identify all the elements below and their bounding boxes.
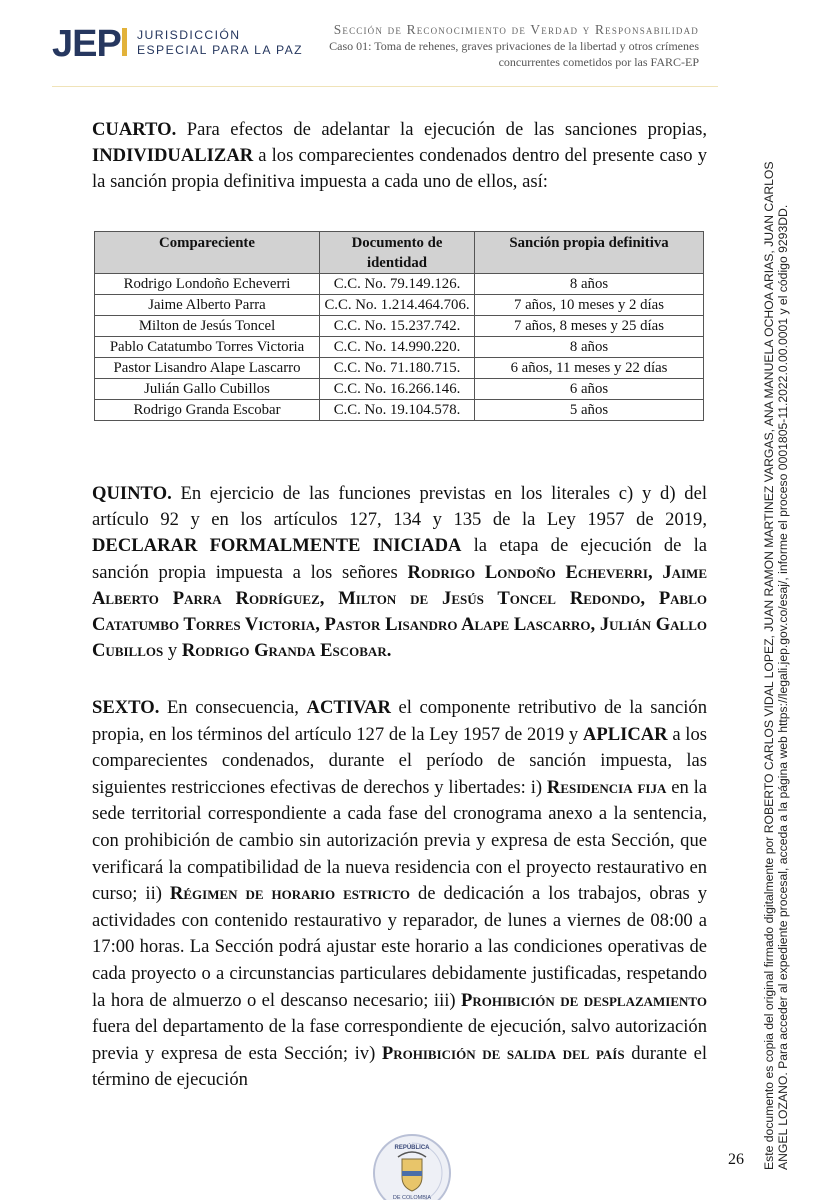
table-row: [95, 274, 704, 295]
quinto-label: QUINTO.: [92, 483, 172, 504]
cell-document: C.C. No. 16.266.146.: [320, 379, 475, 400]
restriction-horario: Régimen de horario estricto: [169, 883, 411, 905]
quinto-name-7: Rodrigo Granda Escobar: [181, 640, 387, 662]
cell-sanction: 7 años, 10 meses y 2 días: [475, 295, 704, 316]
jep-logo: [52, 22, 128, 62]
cell-name: Milton de Jesús Toncel: [95, 316, 320, 337]
quinto-sep-5: ,: [590, 614, 600, 636]
restriction-residencia: Residencia fija: [546, 776, 667, 798]
cell-name: Pablo Catatumbo Torres Victoria: [95, 337, 320, 358]
cell-sanction: 6 años: [475, 379, 704, 400]
cell-name: Pastor Lisandro Alape Lascarro: [95, 358, 320, 379]
sexto-bold-2: APLICAR: [582, 723, 668, 745]
quinto-sep-1: ,: [647, 561, 663, 583]
cuarto-text-1: Para efectos de adelantar la ejecución de las sanciones propias,: [176, 119, 707, 140]
section-title: Sección de Reconocimiento de Verdad y Responsabilidad: [333, 22, 699, 37]
table-header-row: [95, 232, 704, 274]
seal-text-bottom: DE COLOMBIA: [392, 1195, 432, 1200]
quinto-name-1: Rodrigo Londoño Echeverri: [407, 561, 648, 583]
sexto-text-7: durante el término de ejecución: [92, 1042, 707, 1091]
quinto-name-4: Pablo Catatumbo Torres Victoria: [92, 587, 708, 636]
quinto-text-2: la etapa de ejecución de la sanción propia impuesta a los señores: [92, 535, 707, 583]
sexto-text-3: a los comparecientes condenados, durante el período de sanción impuesta, las siguientes restricciones efectivas de derechos y libertades: i): [92, 723, 707, 798]
quinto-sep-6: y: [163, 640, 182, 662]
paragraph-sexto: [92, 695, 707, 1094]
quinto-bold-1: DECLARAR FORMALMENTE INICIADA: [92, 535, 462, 557]
header-compareciente: Compareciente: [95, 232, 320, 274]
table-row: [95, 379, 704, 400]
cell-sanction: 8 años: [475, 337, 704, 358]
quinto-sep-4: ,: [315, 614, 325, 636]
sexto-bold-1: ACTIVAR: [306, 697, 391, 718]
paragraph-quinto: [92, 481, 707, 664]
logo-line-1: JURISDICCIÓN: [137, 28, 241, 42]
cell-document: C.C. No. 79.149.126.: [320, 274, 475, 295]
cell-document: C.C. No. 15.237.742.: [320, 316, 475, 337]
cell-sanction: 5 años: [475, 400, 704, 421]
restriction-salida-pais: Prohibición de salida del país: [381, 1042, 625, 1064]
case-line-1: Caso 01: Toma de rehenes, graves privaciones de la libertad y otros crímenes: [329, 39, 699, 53]
cuarto-bold-1: INDIVIDUALIZAR: [92, 145, 254, 167]
cell-name: Jaime Alberto Parra: [95, 295, 320, 316]
cell-name: Rodrigo Granda Escobar: [95, 400, 320, 421]
quinto-name-3: Milton de Jesús Toncel Redondo: [338, 587, 641, 609]
sexto-text-2: el componente retributivo de la sanción propia, en los términos del artículo 127 de la Ley 1957 de 2019 y: [92, 697, 708, 745]
cell-document: C.C. No. 71.180.715.: [320, 358, 475, 379]
quinto-sep-3: ,: [640, 587, 659, 609]
cell-sanction: 8 años: [475, 274, 704, 295]
table-row: [95, 400, 704, 421]
table-row: [95, 316, 704, 337]
cell-document: C.C. No. 14.990.220.: [320, 337, 475, 358]
sexto-label: SEXTO.: [92, 697, 160, 718]
table-row: [95, 295, 704, 316]
page-number: 26: [728, 1151, 744, 1168]
cuarto-text-2: a los comparecientes condenados dentro del presente caso y la sanción propia definitiva impuesta a cada uno de ellos, así:: [92, 145, 707, 193]
case-line-2: concurrentes cometidos por las FARC-EP: [498, 55, 699, 69]
quinto-name-6: Julián Gallo Cubillos: [92, 614, 707, 662]
cell-name: Rodrigo Londoño Echeverri: [95, 274, 320, 295]
sexto-text-5: de dedicación a los trabajos, obras y actividades con contenido restaurativo y reparador, de lunes a viernes de 08:00 a 17:00 horas. La Sección podrá ajustar este horario a las condiciones operativas de cada proyecto o a circunstancias particulares debidamente justificadas, respetando la hora de almuerzo o el descanso necesario; iii): [92, 883, 707, 1011]
quinto-text-1: En ejercicio de las funciones previstas en los literales c) y d) del artículo 92 y en los artículos 127, 134 y 135 de la Ley 1957 de 2019,: [92, 483, 707, 531]
paragraph-cuarto: [92, 117, 707, 196]
quinto-name-2: Jaime Alberto Parra Rodríguez: [92, 561, 707, 609]
jep-logo-mark: JEP: [52, 23, 121, 62]
cuarto-label: CUARTO.: [92, 119, 177, 140]
cell-name: Julián Gallo Cubillos: [95, 379, 320, 400]
jep-logo-accent: [122, 28, 127, 56]
colombia-seal-icon: [372, 1133, 452, 1200]
sexto-text-1: En consecuencia,: [159, 697, 307, 718]
sexto-text-6: fuera del departamento de la fase correspondiente de ejecución, salvo autorización previa y expresa de esta Sección; iv): [92, 1016, 707, 1064]
quinto-sep-2: ,: [319, 587, 339, 609]
logo-line-2: ESPECIAL PARA LA PAZ: [137, 43, 303, 57]
cell-document: C.C. No. 19.104.578.: [320, 400, 475, 421]
seal-text-top: REPÚBLICA: [394, 1145, 430, 1151]
table-row: [95, 337, 704, 358]
header-right: [229, 22, 699, 70]
quinto-sep-7: .: [386, 640, 392, 662]
table-row: [95, 358, 704, 379]
header-documento: Documento de identidad: [320, 232, 475, 274]
sanctions-table: [94, 231, 704, 421]
quinto-name-5: Pastor Lisandro Alape Lascarro: [324, 614, 591, 636]
cell-sanction: 6 años, 11 meses y 22 días: [475, 358, 704, 379]
cell-document: C.C. No. 1.214.464.706.: [320, 295, 475, 316]
header-sancion: Sanción propia definitiva: [475, 232, 704, 274]
cell-sanction: 7 años, 8 meses y 25 días: [475, 316, 704, 337]
header-rule: [52, 86, 718, 87]
sexto-text-4: en la sede territorial correspondiente a cada fase del cronograma anexo a la sentencia, con prohibición de cambio sin autorización previa y expresa de esta Sección, que verificará la compatibilidad de la nueva residencia con el proyecto restaurativo en curso; ii): [92, 776, 708, 905]
digital-signature-note: Este documento es copia del original firmado digitalmente por ROBERTO CARLOS VIDAL LOPEZ, JUAN RAMON MARTINEZ VARGAS, ANA MANUELA OCHOA ARIAS, JUAN CARLOS ANGEL LOZANO. Para acceder al expediente procesal, acceda a la página web https://legali.jep.gov.co/esaj/, informe el proceso 0001805-11.2022.0.00.0001 y el código 9293DD.: [762, 161, 790, 1170]
restriction-desplazamiento: Prohibición de desplazamiento: [461, 989, 707, 1011]
